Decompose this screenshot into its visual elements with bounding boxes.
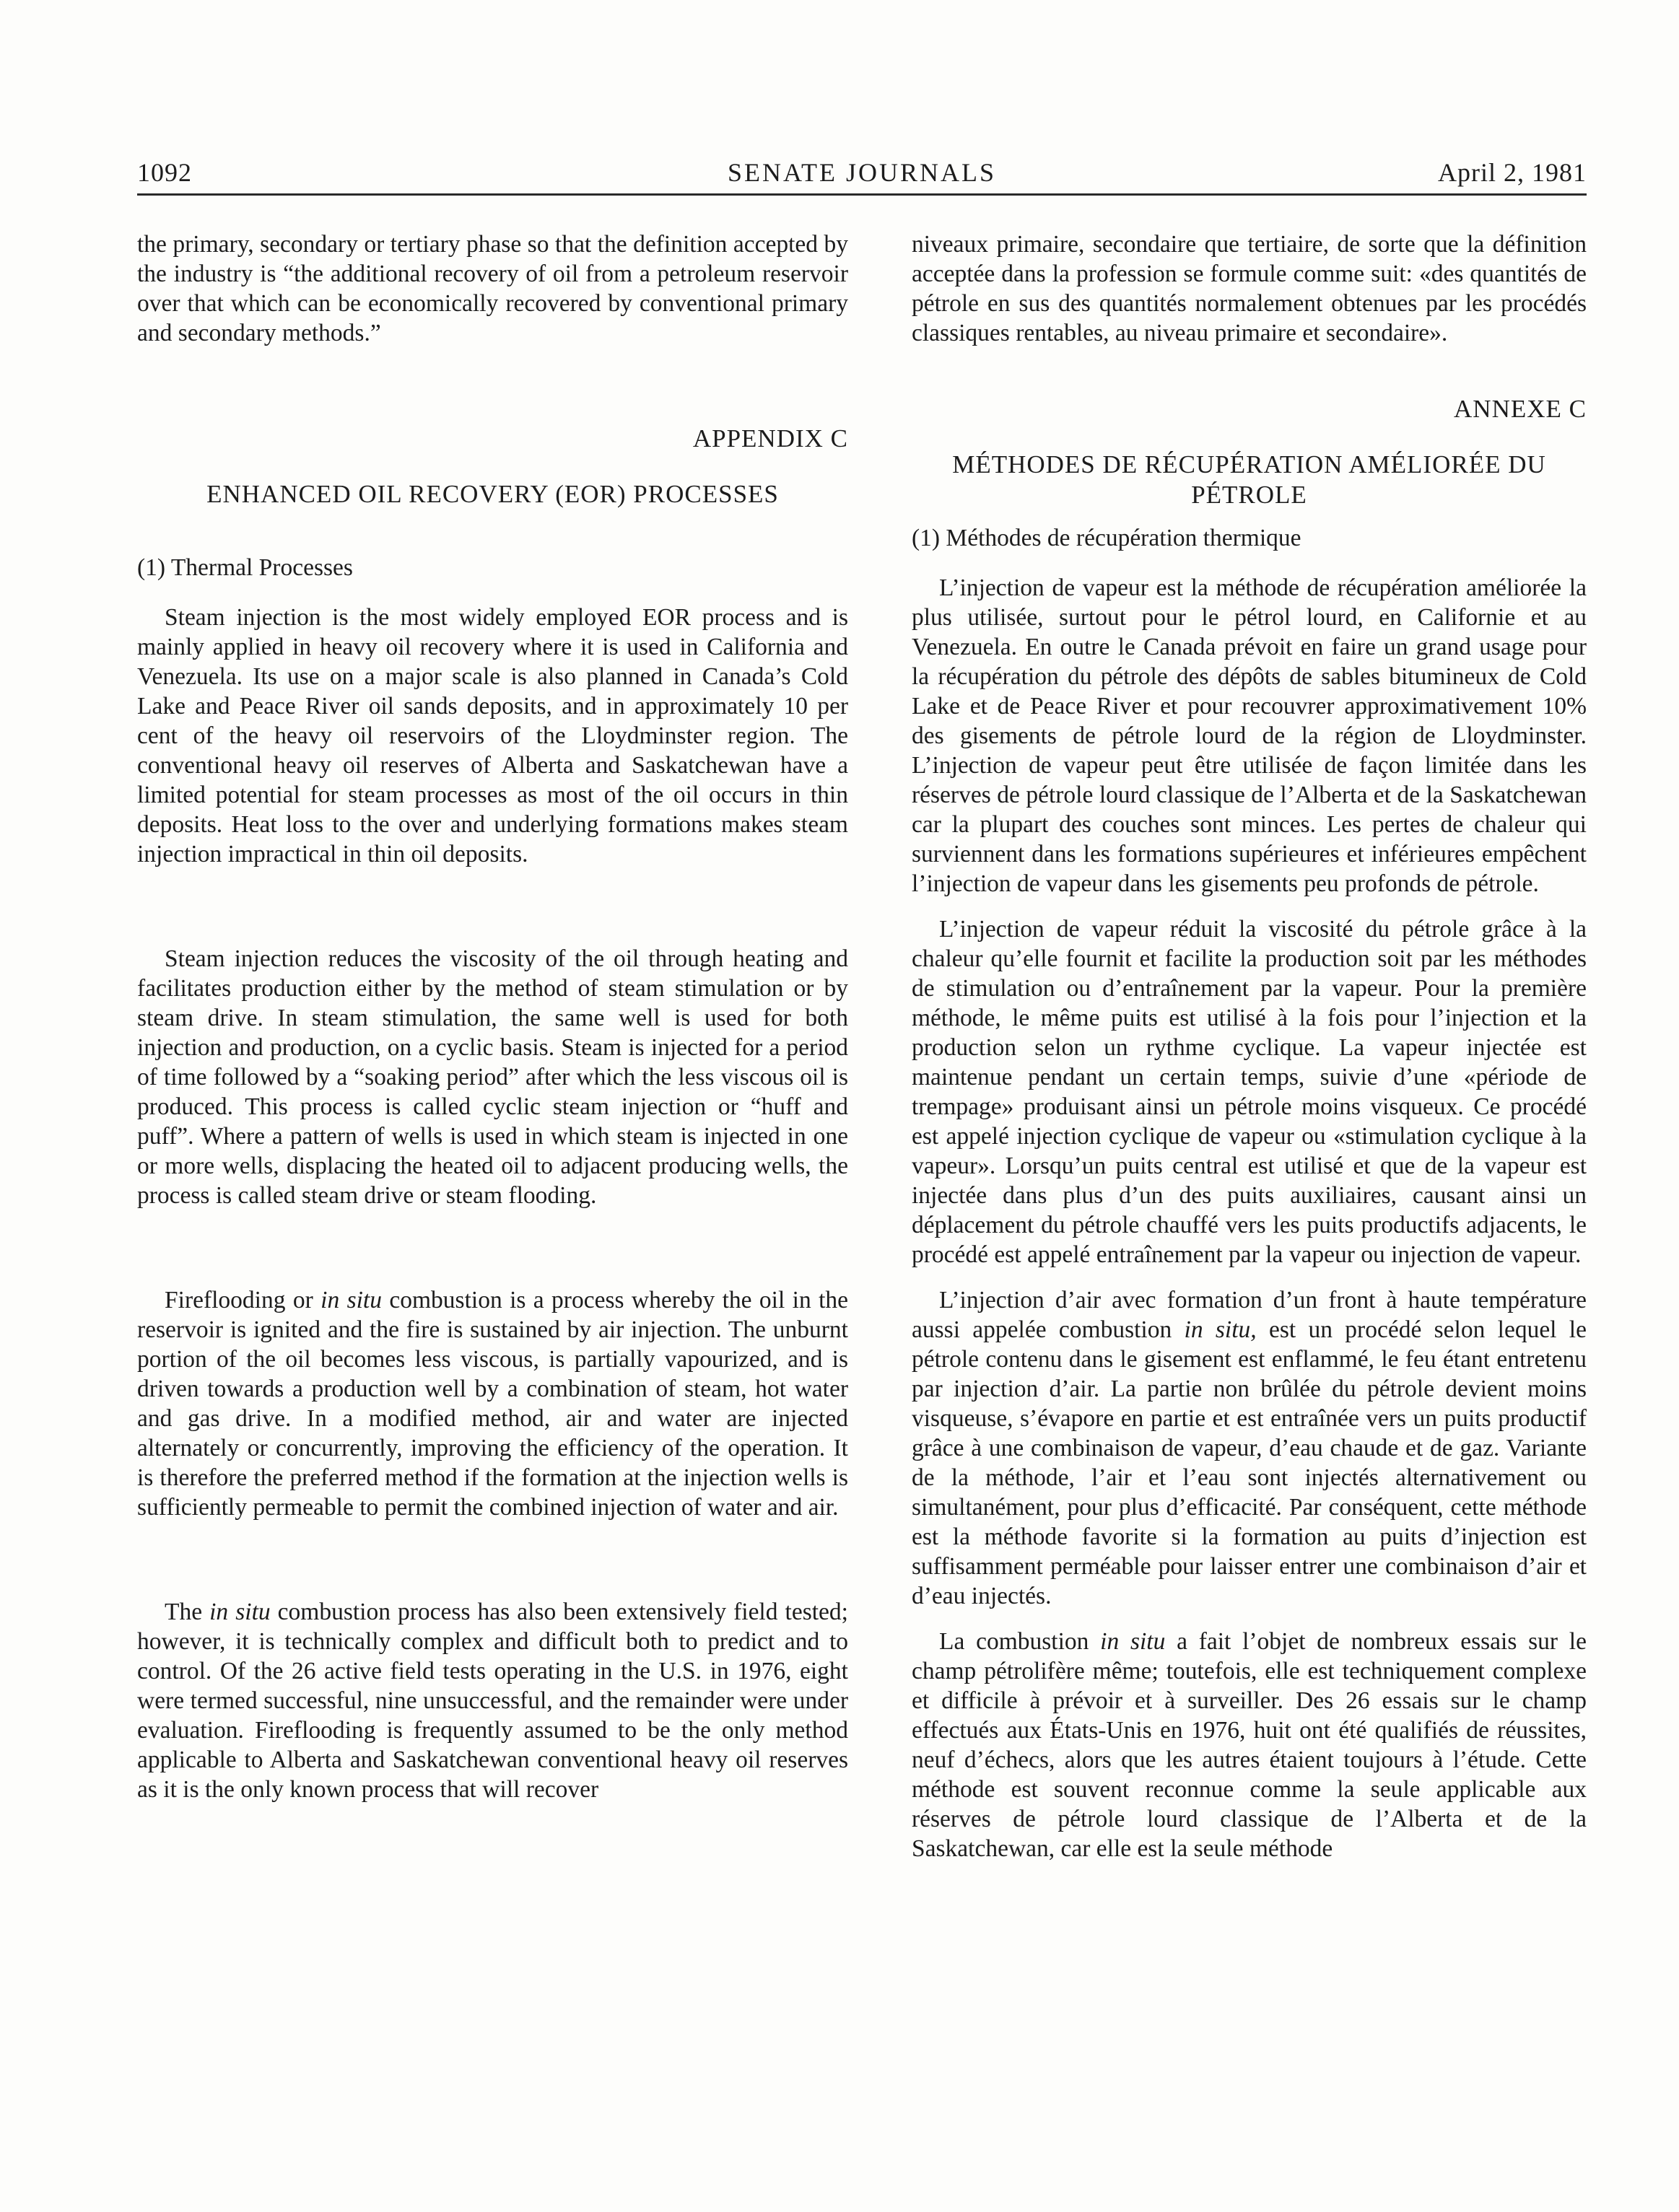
english-paragraph-4-after: combustion process has also been extensively field tested; however, it is technically complex and difficult both to predict and to control. Of the 26 active field tests operating in the U.S. in 1976, eight were termed successful, nine unsuccessful, and the remainder were under evaluation. Fireflooding is frequently assumed to be the only method applicable to Alberta and Saskatchewan conventional heavy oil reserves as it is the only known process that will recover (137, 1599, 848, 1803)
french-paragraph-3-italic: in situ, (1184, 1316, 1257, 1343)
french-section-title: MÉTHODES DE RÉCUPÉRATION AMÉLIORÉE DU PÉTROLE (952, 450, 1546, 509)
english-paragraph-3-after: combustion is a process whereby the oil in the reservoir is ignited and the fire is sustained by air injection. The unburnt portion of the oil becomes less viscous, is partially vapourized, and is driven towards a production well by a combination of steam, hot water and gas drive. In a modified method, air and water are injected alternately or concurrently, improving the efficiency of the operation. It is therefore the preferred method if the formation at the injection wells is sufficiently permeable to permit the combined injection of water and air. (137, 1287, 849, 1521)
page-number: 1092 (137, 158, 192, 187)
french-paragraph-1: L’injection de vapeur est la méthode de récupération améliorée la plus utilisée, surtout pour le pétrol lourd, en Californie et au Venezuela. En outre le Canada prévoit en faire un grand usage pour la récupération du pétrole des dépôts de sables bitumineux de Cold Lake et de Peace River et pour recouvrer approximativement 10% des gisements de pétrole lourd de la région de Lloydminster. L’injection de vapeur peut être utilisée de façon limitée dans les réserves de pétrole lourd classique de l’Alberta et de la Saskatchewan car la plupart des couches sont minces. Les pertes de chaleur qui surviennent dans les formations supérieures et inférieures empêchent l’injection de vapeur dans les gisements peu profonds de pétrole. (912, 574, 1587, 897)
french-intro-paragraph: niveaux primaire, secondaire que tertiaire, de sorte que la définition acceptée dans la profession se formule comme suit: «des quantités de pétrole en sus des quantités normalement obtenues par les procédés classiques rentables, au niveau primaire et secondaire». (912, 231, 1587, 346)
english-column (137, 229, 848, 1804)
page-date: April 2, 1981 (1438, 158, 1587, 187)
french-subheading: (1) Méthodes de récupération thermique (912, 525, 1301, 551)
english-intro-paragraph: the primary, secondary or tertiary phase so that the definition accepted by the industry is “the additional recovery of oil from a petroleum reservoir over that which can be economically recovered by conventional primary and secondary methods.” (137, 231, 848, 346)
english-paragraph-2: Steam injection reduces the viscosity of the oil through heating and facilitates production either by the method of steam stimulation or by steam drive. In steam stimulation, the same well is used for both injection and production, on a cyclic basis. Steam is injected for a period of time followed by a “soaking period” after which the less viscous oil is produced. This process is called cyclic steam injection or “huff and puff”. Where a pattern of wells is used in which steam is injected in one or more wells, displacing the heated oil to adjacent producing wells, the process is called steam drive or steam flooding. (137, 945, 848, 1209)
english-paragraph-1: Steam injection is the most widely employed EOR process and is mainly applied in heavy oil recovery where it is used in California and Venezuela. Its use on a major scale is also planned in Canada’s Cold Lake and Peace River oil sands deposits, and in approximately 10 per cent of the heavy oil reservoirs of the Lloydminster region. The conventional heavy oil reserves of Alberta and Saskatchewan have a limited potential for steam processes as most of the oil occurs in thin deposits. Heat loss to the over and underlying formations makes steam injection impractical in thin oil deposits. (137, 604, 848, 867)
page-header (137, 157, 1587, 196)
english-paragraph-4 (137, 1597, 848, 1804)
french-paragraph-4-after: a fait l’objet de nombreux essais sur le champ pétrolifère même; toutefois, elle est techniquement complexe et difficile à prévoir et à surveiller. Des 26 essais sur le champ effectués aux États-Unis en 1976, huit ont été qualifiés de réussites, neuf d’échecs, alors que les autres étaient toujours à l’étude. Cette méthode est souvent reconnue comme la seule applicable aux réserves de pétrole lourd classique de l’Alberta et de la Saskatchewan, car elle est la seule méthode (912, 1628, 1587, 1862)
french-paragraph-4-italic: in situ (1100, 1628, 1166, 1655)
french-column (912, 229, 1587, 1863)
english-section-title: ENHANCED OIL RECOVERY (EOR) PROCESSES (206, 480, 779, 508)
english-paragraph-4-italic: in situ (209, 1599, 271, 1625)
english-paragraph-3 (137, 1285, 848, 1522)
french-paragraph-3-before: L’injection d’air avec formation d’un front à haute température aussi appelée combustion (912, 1287, 1587, 1343)
english-appendix-label: APPENDIX C (692, 424, 848, 453)
french-paragraph-2: L’injection de vapeur réduit la viscosité du pétrole grâce à la chaleur qu’elle fournit et facilite la production soit par les méthodes de stimulation ou d’entraînement par la vapeur. Pour la première méthode, le même puits est utilisé à la fois pour l’injection et la production selon un rythme cyclique. La vapeur injectée est maintenue pendant un certain temps, suivie d’une «période de trempage» produisant ainsi un pétrole moins visqueux. Ce procédé est appelé injection cyclique de vapeur ou «stimulation cyclique à la vapeur». Lorsqu’un puits central est utilisé et que de la vapeur est injectée dans plus d’un des puits auxiliaires, causant ainsi un déplacement du pétrole chauffé vers les puits productifs adjacents, le procédé est appelé entraînement par la vapeur ou injection de vapeur. (912, 916, 1587, 1268)
english-paragraph-3-before: Fireflooding or (165, 1287, 321, 1313)
english-paragraph-4-before: The (165, 1599, 210, 1625)
journal-title: SENATE JOURNALS (727, 158, 997, 187)
french-paragraph-4-before: La combustion (939, 1628, 1101, 1655)
french-appendix-label: ANNEXE C (1454, 395, 1587, 423)
french-paragraph-3 (912, 1285, 1587, 1611)
french-paragraph-4 (912, 1627, 1587, 1863)
english-paragraph-3-italic: in situ (320, 1287, 382, 1313)
french-paragraph-3-after: est un procédé selon lequel le pétrole contenu dans le gisement est enflammé, le feu étant entretenu par injection d’air. La partie non brûlée du pétrole devient moins visqueuse, s’évapore en partie et est entraînée vers un puits productif grâce à une combinaison de vapeur, d’eau chaude et de gaz. Variante de la méthode, l’air et l’eau sont injectés alternativement ou simultanément, pour plus d’efficacité. Par conséquent, cette méthode est la méthode favorite si la formation au puits d’injection est suffisamment perméable pour laisser entrer une combinaison d’air et d’eau injectés. (912, 1316, 1587, 1609)
english-subheading: (1) Thermal Processes (137, 554, 353, 581)
